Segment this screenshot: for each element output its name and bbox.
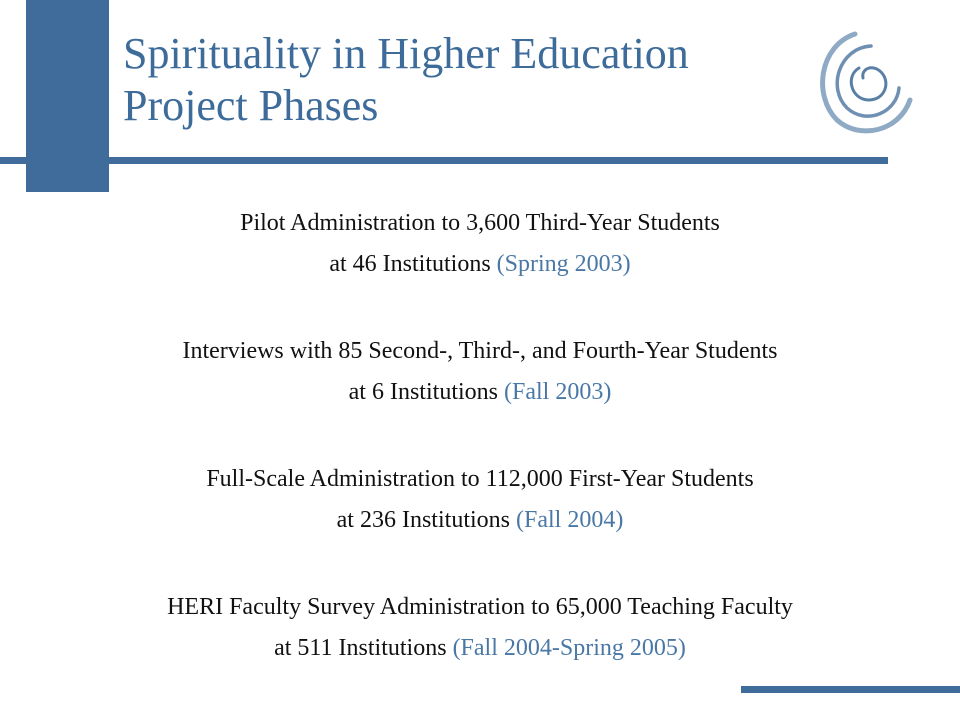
phase-location-line: [0, 628, 960, 669]
phase-item: [0, 587, 960, 715]
phase-description: Pilot Administration to 3,600 Third-Year Students: [240, 210, 720, 236]
slide-title-line2: Project Phases: [123, 81, 379, 130]
phase-date: (Spring 2003): [496, 251, 631, 277]
phase-item: [0, 203, 960, 331]
swirl-logo-icon: [815, 30, 915, 140]
phase-location: at 511 Institutions: [274, 635, 447, 661]
phase-description: HERI Faculty Survey Administration to 65,000 Teaching Faculty: [167, 594, 793, 620]
phase-location-line: [0, 372, 960, 413]
phases-list: [0, 203, 960, 715]
phase-item: [0, 331, 960, 459]
phase-date: (Fall 2003): [504, 379, 612, 405]
phase-description: Full-Scale Administration to 112,000 First-Year Students: [206, 466, 754, 492]
phase-description: Interviews with 85 Second-, Third-, and Fourth-Year Students: [182, 338, 778, 364]
slide-title-line1: Spirituality in Higher Education: [123, 29, 689, 78]
phase-item: [0, 459, 960, 587]
title-divider: [0, 157, 888, 164]
phase-location-line: [0, 244, 960, 285]
phase-date: (Fall 2004): [516, 507, 624, 533]
phase-date: (Fall 2004-Spring 2005): [452, 635, 686, 661]
phase-location-line: [0, 500, 960, 541]
phase-location: at 236 Institutions: [336, 507, 510, 533]
phase-location: at 46 Institutions: [329, 251, 491, 277]
slide-title: [123, 28, 689, 132]
phase-location: at 6 Institutions: [348, 379, 498, 405]
